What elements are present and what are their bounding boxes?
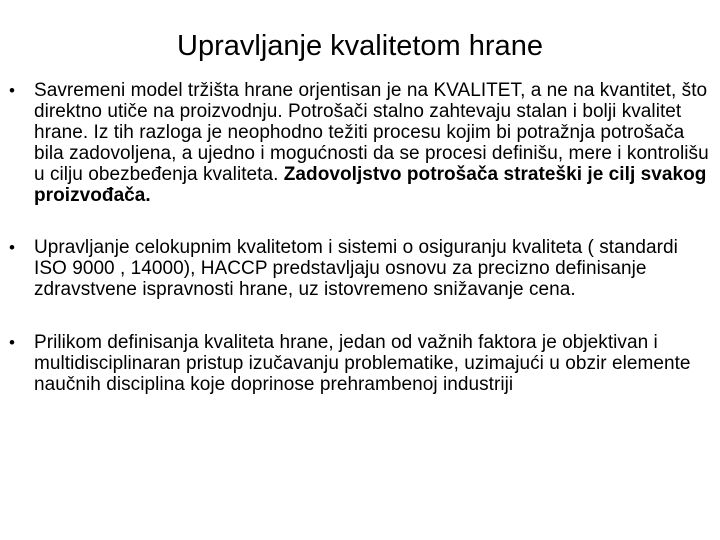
bullet-text: Prilikom definisanja kvaliteta hrane, jedan od važnih faktora je objektivan i multidisciplinaran pristup izučavanju problematike, uzimajući u obzir elemente naučnih disciplina koje doprinose prehrambenoj industriji (34, 332, 691, 395)
bullet-text: Savremeni model tržišta hrane orjentisan je na KVALITET, a ne na kvantitet, što direktno utiče na proizvodnju. Potrošači stalno zahtevaju stalan i bolji kvalitet hrane. Iz tih razloga je neophodno težiti procesu kojim bi potražnja potrošača bila zadovoljena, a ujedno i mogućnosti da se procesi definišu, mere i kontrolišu u cilju obezbeđenja kvaliteta. (34, 80, 709, 185)
bullet-text: Upravljanje celokupnim kvalitetom i sistemi o osiguranju kvaliteta ( standardi ISO 9000 , 14000), HACCP predstavljaju osnovu za precizno definisanje zdravstvene ispravnosti hrane, uz istovremeno snižavanje cena. (34, 237, 678, 300)
bullet-item (0, 332, 720, 395)
slide-title: Upravljanje kvalitetom hrane (177, 30, 543, 62)
bullet-icon: • (9, 81, 16, 100)
bullet-bold-text: Zadovoljstvo potrošača strateški je cilj svakog proizvođača. (34, 164, 707, 206)
bullet-item (0, 80, 720, 206)
bullet-icon: • (9, 333, 16, 352)
bullet-list (0, 80, 720, 395)
bullet-item (0, 237, 720, 300)
bullet-icon: • (9, 238, 16, 257)
